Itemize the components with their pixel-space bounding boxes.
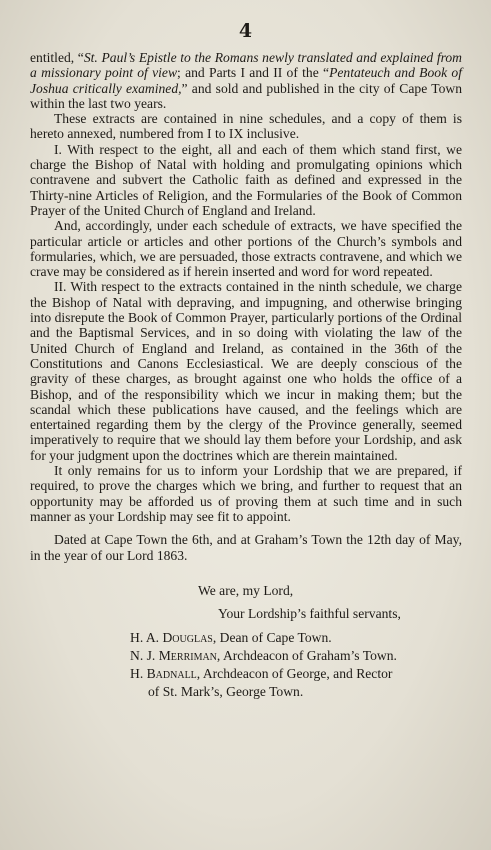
title-romans: St. Paul’s Epistle to the Romans newly translated and explained from a missionary point of view (30, 50, 462, 81)
signatory-name: N. J. Merriman, (130, 648, 221, 664)
signatory-title-continued: of St. Mark’s, George Town. (148, 684, 304, 700)
body-text (30, 50, 462, 701)
page-number: 4 (238, 20, 253, 42)
signatory-title: Archdeacon of George, and Rector (200, 666, 393, 682)
text-span: entitled, “ (30, 50, 84, 65)
signoff: Your Lordship’s faithful servants, (218, 606, 401, 622)
salutation: We are, my Lord, (198, 582, 294, 598)
signatory-title: Dean of Cape Town. (216, 630, 332, 646)
signatory-badnall (130, 665, 462, 701)
paragraph-charge-one: I. With respect to the eight, all and each of them which stand first, we charge the Bishop of Natal with holding and promulgating opinions which contravene and subvert the Catholic faith as defined and expressed in the Thirty-nine Articles of Religion, and the Formularies of the Book of Common Prayer of the United Church of England and Ireland. (30, 141, 462, 218)
signatory-merriman (130, 647, 462, 665)
title-pentateuch: Pentateuch and Book of Joshua critically examined, (30, 65, 462, 96)
paragraph-dated: Dated at Cape Town the 6th, and at Graham’s Town the 12th day of May, in the year of our Lord 1863. (30, 532, 462, 563)
paragraph-charge-two: II. With respect to the extracts contained in the ninth schedule, we charge the Bishop of Natal with depraving, and impugning, and otherwise bringing into disrepute the Book of Common Prayer, particularly portions of the Ordinal and the Baptismal Services, and in so doing with violating the law of the United Church of England and Ireland, as contained in the 36th of the Constitutions and Canons Ecclesiastical. We are deeply conscious of the gravity of these charges, as brought against one who holds the office of a Bishop, and of the responsibility which we incur in making them; but the scandal which these publications have caused, and the feelings which are entertained regarding them by the clergy of the Province generally, seemed imperatively to require that we should lay them before your Lordship, and ask for your judgment upon the doctrines which are therein maintained. (30, 279, 462, 463)
signatory-name: H. A. Douglas, (130, 630, 217, 646)
signatory-douglas (130, 629, 462, 647)
text-span: ” and sold and published in the city of Cape Town within the last two years. (30, 80, 462, 111)
closing-block (30, 583, 462, 702)
paragraph-schedules: These extracts are contained in nine schedules, and a copy of them is hereto annexed, numbered from I to IX inclusive. (30, 111, 462, 142)
signatory-name: H. Badnall, (130, 666, 201, 682)
paragraph-remains: It only remains for us to inform your Lordship that we are prepared, if required, to prove the charges which we bring, and further to request that an opportunity may be afforded us of proving them at such time and in such manner as your Lordship may see fit to appoint. (30, 463, 462, 524)
paragraph-entitled (30, 50, 462, 111)
paragraph-accordingly: And, accordingly, under each schedule of extracts, we have specified the particular article or articles and other portions of the Church’s symbols and formularies, which, we are persuaded, those extracts contravene, and which we crave may be considered as if herein inserted and word for word repeated. (30, 218, 462, 280)
signatory-title: Archdeacon of Graham’s Town. (220, 648, 397, 664)
text-span: ; and Parts I and II of the “ (177, 65, 330, 81)
